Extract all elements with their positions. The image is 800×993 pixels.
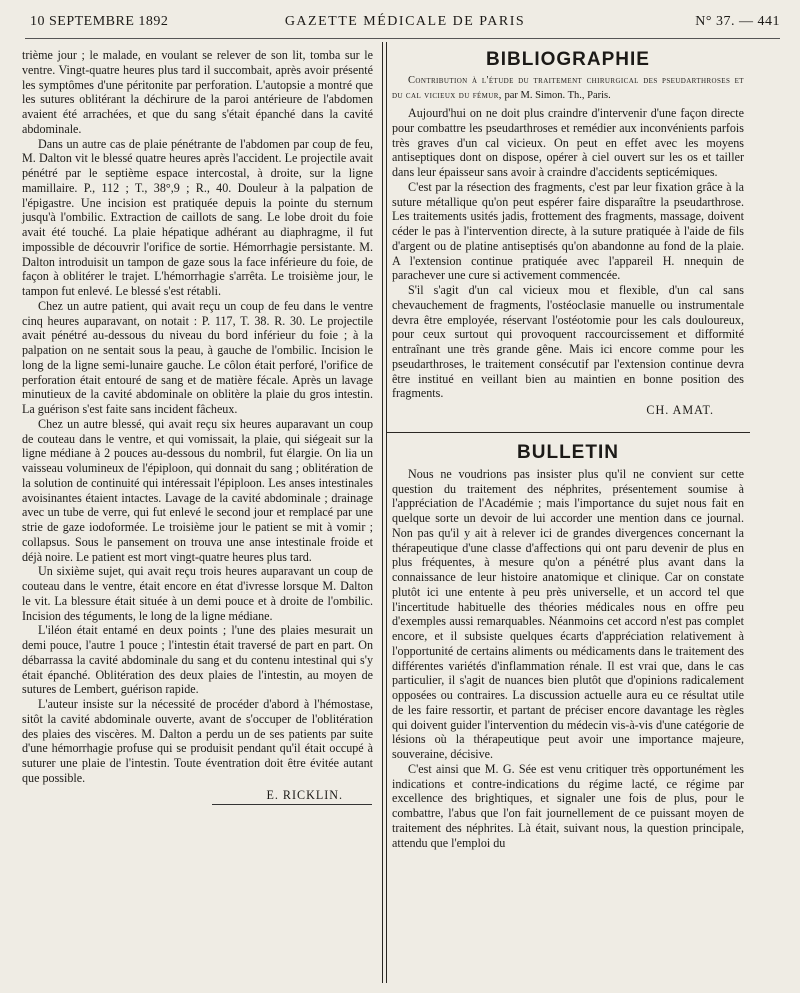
paragraph: Aujourd'hui on ne doit plus craindre d'intervenir d'une façon directe pour combattre les pseudarthroses et remédier aux inconvénients parfois très graves d'un cal vicieux. On peut en effet avec les moyens antiseptiques dont on dispose, opérer à ciel ouvert sur les os et tailler dans leur épaisseur sans avoir à craindre d'accidents septicémiques.: [392, 106, 744, 179]
paragraph: Dans un autre cas de plaie pénétrante de l'abdomen par coup de feu, M. Dalton vit le blessé quatre heures après l'accident. Le projectile avait pénétré par le septième espace intercostal, à droite, sur la ligne mamillaire. P., 112 ; T., 38°,9 ; R., 40. Douleur à la palpation de l'épigastre. Une incision est pratiquée depuis la pointe du sternum jusqu'à l'ombilic. Extraction de caillots de sang. Le lobe droit du foie avait été touché. La plaie hépatique adhérant au diaphragme, il fut impossible de découvrir l'orifice de sortie. Hémorrhagie persistante. M. Dalton introduisit un tampon de gaze sous la face inférieure du foie, de façon à oblitérer le trajet. L'hémorrhagie s'arrêta. Le troisième jour, le tampon fut enlevé. Le blessé s'est rétabli.: [22, 136, 373, 298]
paragraph: Un sixième sujet, qui avait reçu trois heures auparavant un coup de couteau dans le ventre, était encore en état d'ivresse lorsque M. Dalton le vit. La blessure était située à un demi pouce et à droite de l'ombilic. Incision des téguments, le long de la ligne médiane.: [22, 564, 373, 623]
signature-rule: [212, 804, 372, 805]
bibliographie-heading: BIBLIOGRAPHIE: [486, 49, 650, 70]
issue-date: 10 SEPTEMBRE 1892: [30, 14, 169, 29]
issue-page-number: N° 37. — 441: [695, 14, 780, 29]
right-column: [392, 48, 744, 850]
running-header: [30, 14, 780, 36]
paragraph: S'il s'agit d'un cal vicieux mou et flexible, d'un cal sans chevauchement de fragments, l'ostéoclasie manuelle ou instrumentale devra être employée, réservant l'ostéotomie pour les cals douloureux, pour ceux surtout qui provoquent raccourcissement et difformité entraînant une très grande gêne. Mais ici encore comme pour les pseudarthroses, le traitement consécutif par l'extension continue devra être institué en veillant bien au maintien en bonne position des fragments.: [392, 283, 744, 401]
paragraph: Chez un autre blessé, qui avait reçu six heures auparavant un coup de couteau dans le ventre, et qui vomissait, la plaie, qui siégeait sur la ligne médiane à 2 pouces au-dessous du nombril, fut élargie. On lia un vaisseau volumineux de l'épiploon, qui donnait du sang ; oblitération de la solution de continuité qui intéressait l'épiploon. Les anses intestinales avoisinantes étaient intactes. Lavage de la cavité abdominale ; drainage avec un tube de verre, qui fut enlevé le second jour et remplacé par une strie de gaze iodoformée. Le troisième jour le patient se mit à vomir ; collapsus. Sous le pansement on trouva une anse intestinale froide et déjà noire. Le patient est mort vingt-quatre heures plus tard.: [22, 416, 373, 564]
paragraph: Chez un autre patient, qui avait reçu un coup de feu dans le ventre cinq heures auparavant, on notait : P. 117, T. 38. R. 30. Le projectile avait pénétré au-dessous du niveau du bord inférieur du foie ; à la palpation on ne sentait sous la peau, à gauche de l'ombilic. Incision le long de la ligne semi-lunaire gauche. Le côlon était perforé, l'orifice de perforation était entouré de sang et de matière fécale. Après un lavage minutieux de la cavité abdominale on oblitère la plaie du gros intestin. La guérison s'est faite sans incident fâcheux.: [22, 298, 373, 416]
author-signature: E. RICKLIN.: [266, 787, 343, 802]
paragraph: C'est ainsi que M. G. Sée est venu critiquer très opportunément les indications et contre-indications du régime lacté, ce régime par excellence des brightiques, et signaler une fois de plus, pour le combattre, l'abus que l'on fait journellement de ce puissant moyen de traitement des néphrites. Là était, suivant nous, la question principale, attendu que l'emploi du: [392, 761, 744, 850]
reference-title: Contribution à l'étude du traitement chirurgical des pseudarthroses et du cal vicieux du fémur,: [392, 75, 744, 101]
paragraph: L'iléon était entamé en deux points ; l'une des plaies mesurait un demi pouce, l'autre 1 pouce ; l'intestin était traversé de part en part. On débarrassa la cavité abdominale du sang et du contenu intestinal qui s'y était épanché. Oblitération des deux plaies de l'intestin, au moyen de sutures de Lembert, guérison rapide.: [22, 623, 373, 697]
column-divider: [382, 42, 383, 983]
paragraph: trième jour ; le malade, en voulant se relever de son lit, tomba sur le ventre. Vingt-quatre heures plus tard il succombait, après avoir présenté les symptômes d'une péritonite par perforation. L'autopsie a montré que les sutures oblitérant la déchirure de la paroi antérieure de l'abdomen avaient été arrachées, et que du sang s'était épanché dans la cavité abdominale.: [22, 48, 373, 136]
bibliography-reference: [392, 74, 744, 103]
paragraph: L'auteur insiste sur la nécessité de procéder d'abord à l'hémostase, sitôt la cavité abdominale ouverte, avant de s'occuper de l'oblitération des plaies des viscères. M. Dalton a perdu un de ses patients par suite d'une hémorrhagie profuse qui se produisit pendant qu'il était occupé à suturer une plaie de l'intestin. Toute éventration doit être évitée autant que possible.: [22, 697, 373, 785]
left-column: [22, 48, 373, 805]
bulletin-heading: BULLETIN: [517, 441, 619, 463]
reference-author: par M. Simon. Th., Paris.: [504, 89, 611, 101]
review-signature: CH. AMAT.: [646, 403, 714, 417]
section-separator: [386, 432, 750, 433]
column-divider-inner: [386, 42, 387, 983]
header-rule: [25, 38, 780, 39]
journal-title: GAZETTE MÉDICALE DE PARIS: [284, 14, 526, 29]
paragraph: C'est par la résection des fragments, c'est par leur fixation grâce à la suture métallique qu'on peut espérer faire disparaître la pseudarthrose. Les traitements usités jadis, frottement des fragments, massage, doivent céder le pas à l'intervention directe, à la suture pratiquée à l'aide de fils d'argent ou de platine antiseptisés qu'on abandonne au fond de la plaie. A l'extension continue pratiquée avec l'appareil H. nnequin de parachever une cure si activement commencée.: [392, 179, 744, 283]
paragraph: Nous ne voudrions pas insister plus qu'il ne convient sur cette question du traitement des néphrites, présentement soumise à l'appréciation de l'Académie ; mais l'importance du sujet nous fait en quelque sorte un devoir de lui accorder une mention dans ce journal. Non pas qu'il y ait à relever ici de grandes divergences concernant la thérapeutique d'une classe d'affections qui ont paru devenir de plus en plus fréquentes, à mesure qu'on a pénétré plus avant dans la connaissance de leur histoire anatomique et clinique. Car on constate plutôt ici une entente à peu près universelle, et un accord tel que l'incertitude habituelle des théories médicales nous en offre peu d'exemples aussi remarquables. Néanmoins cet accord n'est pas complet encore, et il subsiste quelques écarts d'appréciation relativement à l'opportunité de certains aliments ou médicaments dans le traitement des différentes variétés d'inflammation rénale. Il est vrai que, dans le cas particulier, il s'agit de nuances bien plutôt que d'opinions radicalement opposées ou contraires. La discussion actuelle aura eu ce résultat utile de les faire ressortir, et partant de préciser encore davantage les règles qui doivent guider l'intervention du médecin vis-à-vis d'une catégorie de lésions où la thérapeutique peut avoir une importance majeure, souveraine, décisive.: [392, 466, 744, 761]
